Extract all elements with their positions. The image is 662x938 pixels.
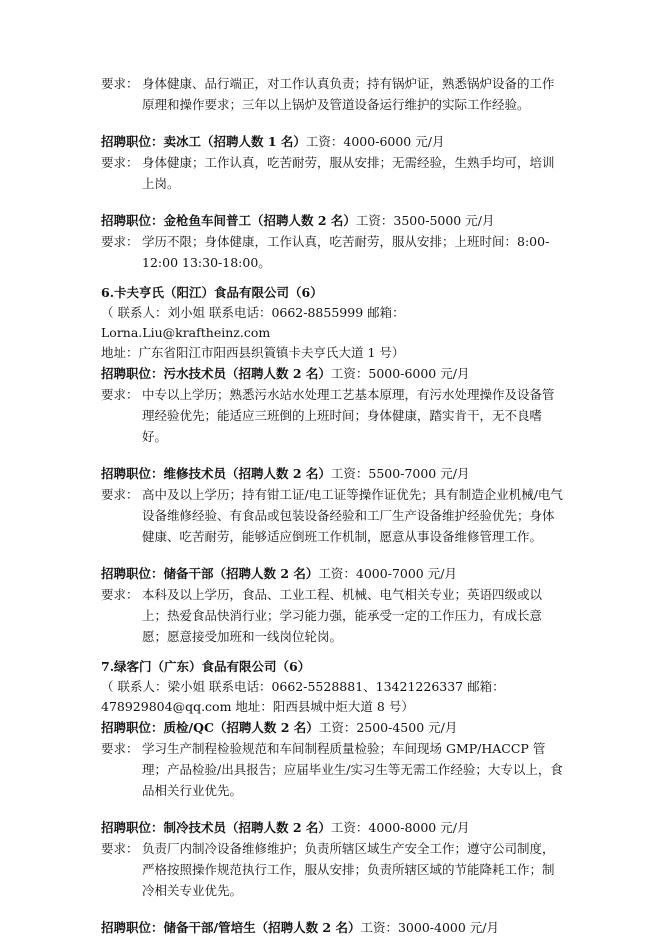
job-salary: 工资：2500-4500 元/月 <box>318 720 458 735</box>
job-title <box>101 717 563 738</box>
job-title <box>101 917 563 938</box>
job-salary: 工资：3000-4000 元/月 <box>360 920 500 935</box>
company-contact-text: （ 联系人：梁小姐 联系电话：0662-5528881、13421226337 邮箱：478929804@qq.com <box>101 679 505 714</box>
requirement-text: 身体健康、品行端正，对工作认真负责；持有锅炉证，熟悉锅炉设备的工作原理和操作要求；三年以上锅炉及管道设备运行维护的实际工作经验。 <box>142 76 555 112</box>
job-salary: 工资：4000-6000 元/月 <box>305 134 445 149</box>
job-title-text: 招聘职位：金枪鱼车间普工（招聘人数 2 名） <box>101 213 356 228</box>
requirement-block <box>101 231 563 273</box>
requirement-text: 身体健康；工作认真，吃苦耐劳，服从安排；无需经验，生熟手均可，培训上岗。 <box>142 155 555 191</box>
requirement-text: 中专以上学历；熟悉污水站水处理工艺基本原理，有污水处理操作及设备管理经验优先；能适应三班倒的上班时间；身体健康，踏实肯干，无不良嗜好。 <box>142 387 555 444</box>
requirement-block <box>101 838 563 901</box>
job-title <box>101 817 563 838</box>
company-heading: 6.卡夫亨氏（阳江）食品有限公司（6） <box>101 285 323 300</box>
company-address-text: 地址：阳西县城中炬大道 8 号） <box>235 699 414 714</box>
job-title <box>101 463 563 484</box>
job-title-text: 招聘职位：储备干部/管培生（招聘人数 2 名） <box>101 920 361 935</box>
job-salary: 工资：4000-7000 元/月 <box>318 566 457 581</box>
job-salary: 工资：5500-7000 元/月 <box>330 466 470 481</box>
job-title <box>101 131 563 152</box>
job-title-text: 招聘职位：储备干部（招聘人数 2 名） <box>101 566 319 581</box>
company-heading: 7.绿客门（广东）食品有限公司（6） <box>101 659 311 674</box>
requirement-block <box>101 384 563 447</box>
requirement-label: 要求： <box>101 387 139 402</box>
requirement-label: 要求： <box>101 76 139 91</box>
company-contact: （ 联系人：刘小姐 联系电话：0662-8855999 邮箱：Lorna.Liu@kraftheinz.com <box>101 305 405 340</box>
job-salary: 工资：3500-5000 元/月 <box>355 213 495 228</box>
requirement-text: 学习生产制程检验规范和车间制程质量检验；车间现场 GMP/HACCP 管理；产品检验/出具报告；应届毕业生/实习生等无需工作经验；大专以上，食品相关行业优先。 <box>142 741 563 798</box>
job-title-text: 招聘职位：制冷技术员（招聘人数 2 名） <box>101 820 331 835</box>
job-title <box>101 563 563 584</box>
job-title-text: 招聘职位：污水技术员（招聘人数 2 名） <box>101 366 331 381</box>
requirement-block <box>101 584 563 647</box>
company-contact <box>101 677 563 717</box>
requirement-label: 要求： <box>101 741 139 756</box>
requirement-label: 要求： <box>101 487 139 502</box>
job-title <box>101 210 563 231</box>
job-salary: 工资：4000-8000 元/月 <box>330 820 470 835</box>
job-title <box>101 363 563 384</box>
requirement-block <box>101 152 563 194</box>
requirement-text: 本科及以上学历，食品、工业工程、机械、电气相关专业；英语四级或以上；热爱食品快消行业；学习能力强，能承受一定的工作压力，有成长意愿；愿意接受加班和一线岗位轮岗。 <box>142 587 543 644</box>
document-page <box>101 73 563 938</box>
job-title-text: 招聘职位：质检/QC（招聘人数 2 名） <box>101 720 319 735</box>
job-salary: 工资：5000-6000 元/月 <box>330 366 470 381</box>
requirement-text: 高中及以上学历；持有钳工证/电工证等操作证优先；具有制造企业机械/电气设备维修经验、有食品或包装设备经验和工厂生产设备维护经验优先；身体健康、吃苦耐劳，能够适应倒班工作机制，愿意从事设备维修管理工作。 <box>142 487 563 544</box>
requirement-label: 要求： <box>101 587 139 602</box>
requirement-text: 负责厂内制冷设备维修维护；负责所辖区域生产安全工作；遵守公司制度，严格按照操作规范执行工作，服从安排；负责所辖区域的节能降耗工作；制冷相关专业优先。 <box>142 841 555 898</box>
requirement-label: 要求： <box>101 841 139 856</box>
requirement-block <box>101 73 563 115</box>
job-title-text: 招聘职位：卖冰工（招聘人数 1 名） <box>101 134 306 149</box>
requirement-block <box>101 484 563 547</box>
requirement-block <box>101 738 563 801</box>
company-address: 地址：广东省阳江市阳西县织篢镇卡夫亨氏大道 1 号） <box>101 345 405 360</box>
requirement-label: 要求： <box>101 155 139 170</box>
job-title-text: 招聘职位：维修技术员（招聘人数 2 名） <box>101 466 331 481</box>
requirement-label: 要求： <box>101 234 139 249</box>
requirement-text: 学历不限；身体健康，工作认真，吃苦耐劳，服从安排；上班时间：8:00-12:00 13:30-18:00。 <box>142 234 550 270</box>
